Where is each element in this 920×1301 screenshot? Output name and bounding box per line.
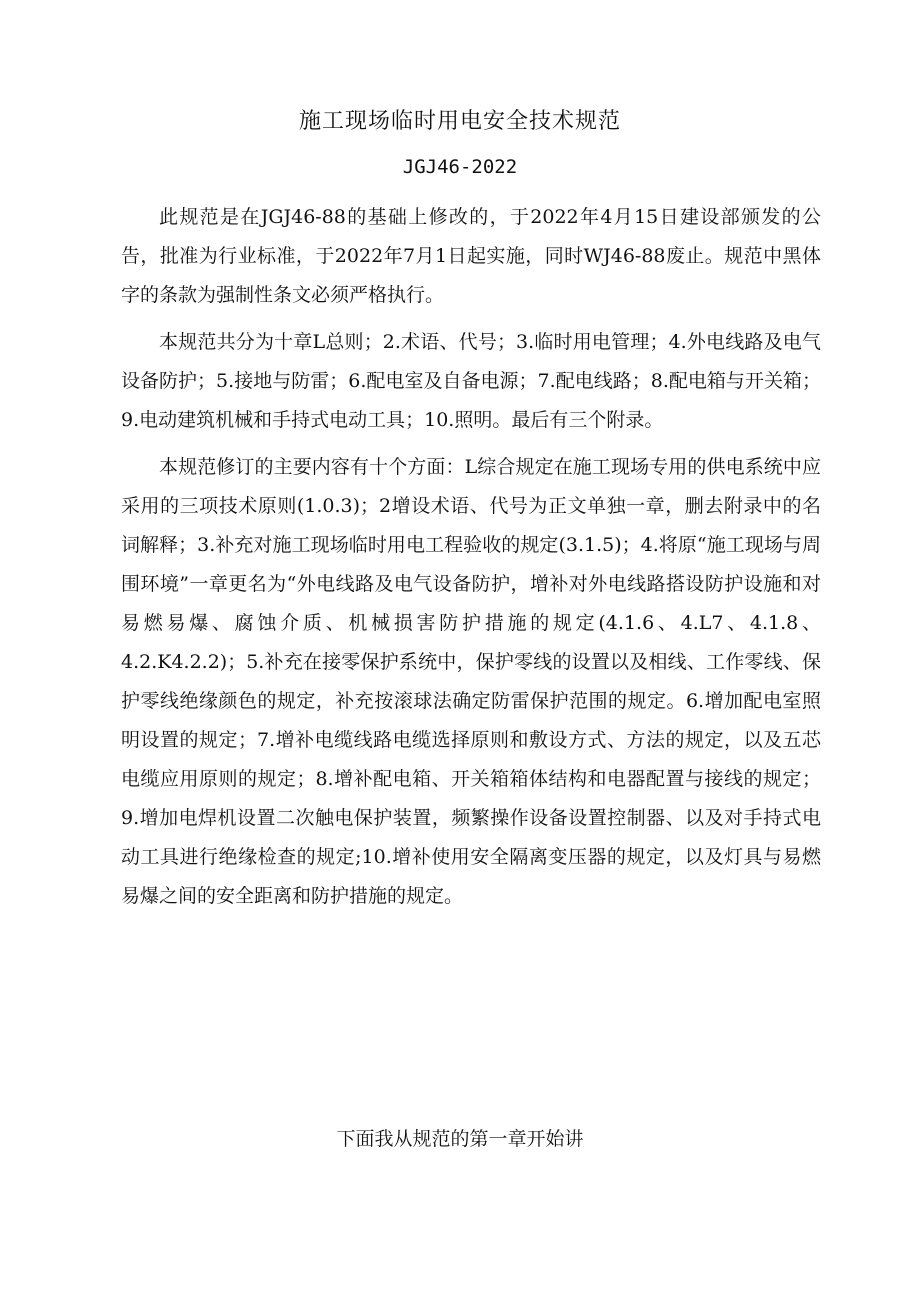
paragraph-chapters: 本规范共分为十章L总则；2.术语、代号；3.临时用电管理；4.外电线路及电气设备防护；5.接地与防雷；6.配电室及自备电源；7.配电线路；8.配电箱与开关箱；9.电动建筑机械和手持式电动工具；10.照明。最后有三个附录。	[121, 331, 821, 431]
closing-line: 下面我从规范的第一章开始讲	[336, 1128, 584, 1150]
page-title: 施工现场临时用电安全技术规范	[298, 109, 621, 134]
paragraph-intro: 此规范是在JGJ46-88的基础上修改的，于2022年4月15日建设部颁发的公告，批准为行业标准，于2022年7月1日起实施，同时WJ46-88废止。规范中黑体字的条款为强制性条文必须严格执行。	[121, 206, 821, 306]
document-body	[121, 198, 821, 924]
paragraph-revisions: 本规范修订的主要内容有十个方面：L综合规定在施工现场专用的供电系统中应采用的三项技术原则(1.0.3)；2增设术语、代号为正文单独一章，删去附录中的名词解释；3.补充对施工现场临时用电工程验收的规定(3.1.5)；4.将原“施工现场与周围环境”一章更名为“外电线路及电气设备防护，增补对外电线路搭设防护设施和对易燃易爆、腐蚀介质、机械损害防护措施的规定(4.1.6、4.L7、4.1.8、4.2.K4.2.2)；5.补充在接零保护系统中，保护零线的设置以及相线、工作零线、保护零线绝缘颜色的规定，补充按滚球法确定防雷保护范围的规定。6.增加配电室照明设置的规定；7.增补电缆线路电缆选择原则和敷设方式、方法的规定，以及五芯电缆应用原则的规定；8.增补配电箱、开关箱箱体结构和电器配置与接线的规定；9.增加电焊机设置二次触电保护装置，频繁操作设备设置控制器、以及对手持式电动工具进行绝缘检查的规定;10.增补使用安全隔离变压器的规定，以及灯具与易燃易爆之间的安全距离和防护措施的规定。	[121, 456, 821, 907]
standard-code: JGJ46-2022	[402, 156, 518, 178]
